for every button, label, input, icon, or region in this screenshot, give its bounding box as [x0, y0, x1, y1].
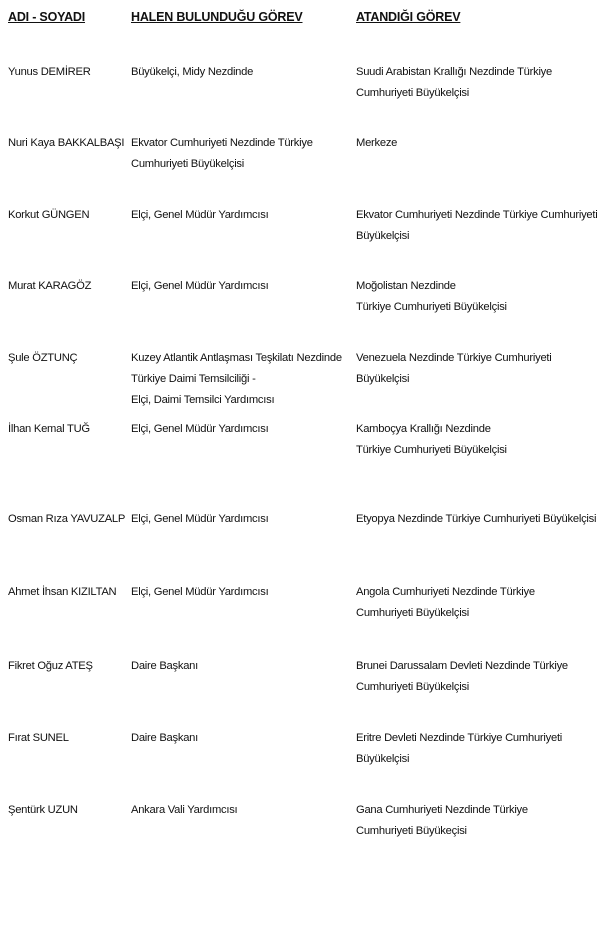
assigned-position	[356, 509, 596, 530]
current-position	[131, 205, 346, 226]
person-name: Ahmet İhsan KIZILTAN	[8, 586, 117, 598]
assigned-position-line: Kamboçya Krallığı Nezdinde	[356, 423, 491, 435]
current-position	[131, 800, 346, 821]
assigned-position-line: Türkiye Cumhuriyeti Büyükelçisi	[356, 301, 507, 313]
current-position-line: Ankara Vali Yardımcısı	[131, 804, 238, 816]
current-position-line: Daire Başkanı	[131, 660, 199, 672]
assigned-position	[356, 276, 596, 318]
assigned-position-line: Büyükelçisi	[356, 230, 410, 242]
assigned-position-line: Büyükelçisi	[356, 753, 410, 765]
assigned-position-line: Suudi Arabistan Krallığı Nezdinde Türkiye	[356, 66, 553, 78]
current-position	[131, 582, 346, 603]
header-name: ADI - SOYADI	[8, 10, 86, 24]
person-name: Osman Rıza YAVUZALP	[8, 513, 126, 525]
current-position-line: Cumhuriyeti Büyükelçisi	[131, 158, 245, 170]
current-position	[131, 133, 346, 175]
person-name: Şentürk UZUN	[8, 804, 78, 816]
person-name: Şule ÖZTUNÇ	[8, 352, 78, 364]
assigned-position-line: Etyopya Nezdinde Türkiye Cumhuriyeti Büyükelçisi	[356, 513, 597, 525]
assigned-position	[356, 800, 596, 842]
current-position-line: Kuzey Atlantik Antlaşması Teşkilatı Nezdinde	[131, 352, 342, 364]
assigned-position-line: Merkeze	[356, 137, 398, 149]
person-name: Fikret Oğuz ATEŞ	[8, 660, 93, 672]
assigned-position-line: Brunei Darussalam Devleti Nezdinde Türkiye	[356, 660, 568, 672]
person-name: Nuri Kaya BAKKALBAŞI	[8, 137, 125, 149]
current-position-line: Elçi, Genel Müdür Yardımcısı	[131, 280, 269, 292]
assigned-position-line: Eritre Devleti Nezdinde Türkiye Cumhuriyeti	[356, 732, 563, 744]
current-position	[131, 509, 346, 530]
current-position-line: Büyükelçi, Midy Nezdinde	[131, 66, 254, 78]
assigned-position-line: Büyükelçisi	[356, 373, 410, 385]
current-position-line: Daire Başkanı	[131, 732, 199, 744]
current-position-line: Elçi, Genel Müdür Yardımcısı	[131, 513, 269, 525]
header-assigned-position: ATANDIĞI GÖREV	[356, 10, 461, 24]
current-position	[131, 348, 346, 411]
assigned-position	[356, 656, 596, 698]
assigned-position	[356, 133, 596, 154]
assigned-position-line: Cumhuriyeti Büyükelçisi	[356, 681, 470, 693]
person-name: Fırat SUNEL	[8, 732, 69, 744]
current-position	[131, 276, 346, 297]
current-position-line: Elçi, Genel Müdür Yardımcısı	[131, 423, 269, 435]
current-position	[131, 656, 346, 677]
assigned-position-line: Cumhuriyeti Büyükeçisi	[356, 825, 467, 837]
header-current-position: HALEN BULUNDUĞU GÖREV	[131, 10, 303, 24]
assigned-position-line: Ekvator Cumhuriyeti Nezdinde Türkiye Cumhuriyeti	[356, 209, 598, 221]
assigned-position-line: Gana Cumhuriyeti Nezdinde Türkiye	[356, 804, 528, 816]
current-position-line: Elçi, Daimi Temsilci Yardımcısı	[131, 394, 275, 406]
current-position	[131, 728, 346, 749]
assigned-position-line: Cumhuriyeti Büyükelçisi	[356, 607, 470, 619]
assigned-position	[356, 62, 596, 104]
assigned-position-line: Türkiye Cumhuriyeti Büyükelçisi	[356, 444, 507, 456]
person-name: İlhan Kemal TUĞ	[8, 423, 90, 435]
assigned-position	[356, 728, 596, 770]
person-name: Murat KARAGÖZ	[8, 280, 92, 292]
assigned-position-line: Cumhuriyeti Büyükelçisi	[356, 87, 470, 99]
current-position	[131, 419, 346, 440]
current-position	[131, 62, 346, 83]
person-name: Korkut GÜNGEN	[8, 209, 90, 221]
current-position-line: Türkiye Daimi Temsilciliği -	[131, 373, 256, 385]
assigned-position	[356, 205, 596, 247]
assigned-position	[356, 419, 596, 461]
current-position-line: Elçi, Genel Müdür Yardımcısı	[131, 209, 269, 221]
current-position-line: Ekvator Cumhuriyeti Nezdinde Türkiye	[131, 137, 313, 149]
person-name: Yunus DEMİRER	[8, 66, 91, 78]
assigned-position-line: Angola Cumhuriyeti Nezdinde Türkiye	[356, 586, 535, 598]
current-position-line: Elçi, Genel Müdür Yardımcısı	[131, 586, 269, 598]
assigned-position-line: Moğolistan Nezdinde	[356, 280, 456, 292]
assigned-position-line: Venezuela Nezdinde Türkiye Cumhuriyeti	[356, 352, 552, 364]
assigned-position	[356, 582, 596, 624]
assigned-position	[356, 348, 596, 390]
